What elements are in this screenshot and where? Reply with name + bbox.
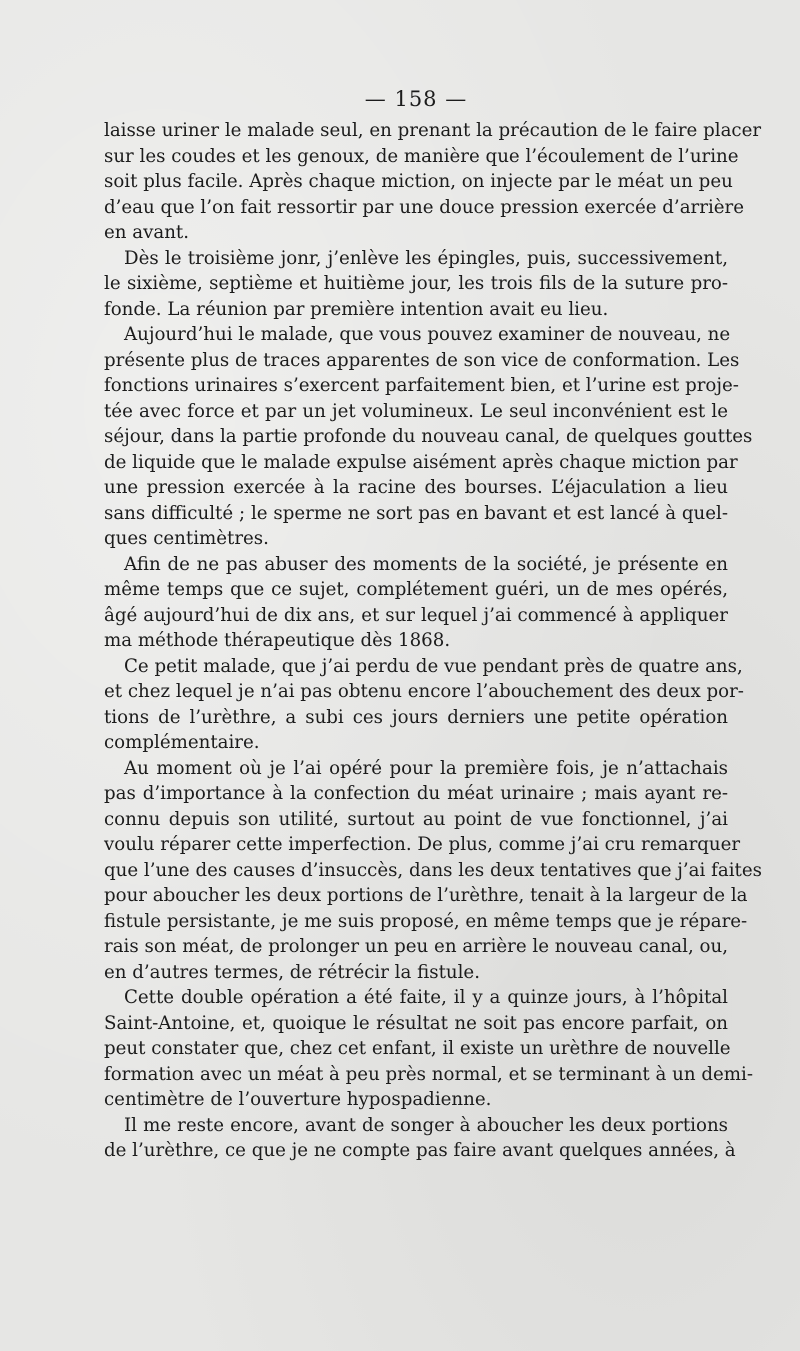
text-line: Cette double opération a été faite, il y a quinze jours, à l’hôpital [124, 987, 728, 1008]
body-text [104, 118, 762, 1164]
page-number: — 158 — [364, 87, 468, 111]
text-line: et chez lequel je n’ai pas obtenu encore l’abouchement des deux por- [104, 681, 744, 702]
text-line: en d’autres termes, de rétrécir la fistule. [104, 961, 480, 983]
text-line: soit plus facile. Après chaque miction, on injecte par le méat un peu [104, 171, 733, 192]
text-line: Au moment où je l’ai opéré pour la première fois, je n’attachais [124, 757, 728, 779]
text-line: complémentaire. [104, 732, 260, 753]
paragraph [104, 552, 728, 654]
text-line: Aujourd’hui le malade, que vous pouvez examiner de nouveau, ne [124, 324, 731, 345]
text-line: de liquide que le malade expulse aisément après chaque miction par [104, 451, 738, 473]
book-page [104, 84, 762, 1344]
text-line: même temps que ce sujet, complétement guéri, un de mes opérés, [104, 579, 728, 600]
text-line: ma méthode thérapeutique dès 1868. [104, 630, 451, 651]
text-line: Il me reste encore, avant de songer à aboucher les deux portions [124, 1114, 728, 1136]
text-line: formation avec un méat à peu près normal, et se terminant à un demi- [104, 1063, 753, 1085]
text-line: séjour, dans la partie profonde du nouveau canal, de quelques gouttes [104, 426, 753, 447]
text-line: Afin de ne pas abuser des moments de la société, je présente en [124, 553, 728, 575]
text-line: présente plus de traces apparentes de son vice de conformation. Les [104, 349, 740, 371]
paragraph [104, 1113, 736, 1164]
text-line: fonctions urinaires s’exercent parfaitement bien, et l’urine est proje- [104, 375, 739, 396]
text-line: Saint-Antoine, et, quoique le résultat ne soit pas encore parfait, on [104, 1012, 728, 1034]
text-line: d’eau que l’on fait ressortir par une douce pression exercée d’arrière [104, 196, 744, 218]
paragraph [104, 246, 728, 323]
text-line: centimètre de l’ouverture hypospadienne. [104, 1089, 492, 1110]
paragraph [104, 985, 753, 1113]
text-line: Dès le troisième jonr, j’enlève les épingles, puis, successivement, [124, 247, 728, 269]
text-line: rais son méat, de prolonger un peu en arrière le nouveau canal, ou, [104, 936, 728, 957]
text-line: fistule persistante, je me suis proposé, en même temps que je répare- [104, 910, 748, 932]
text-line: en avant. [104, 222, 190, 243]
text-line: une pression exercée à la racine des bourses. L’éjaculation a lieu [104, 477, 728, 498]
paragraph [104, 654, 744, 756]
paragraph [104, 118, 762, 246]
text-line: tée avec force et par un jet volumineux. Le seul inconvénient est le [104, 400, 728, 422]
text-line: connu depuis son utilité, surtout au point de vue fonctionnel, j’ai [104, 808, 728, 830]
paragraph [104, 756, 762, 986]
text-line: laisse uriner le malade seul, en prenant la précaution de le faire placer [104, 120, 762, 141]
text-line: le sixième, septième et huitième jour, les trois fils de la suture pro- [104, 273, 728, 294]
text-line: voulu réparer cette imperfection. De plus, comme j’ai cru remarquer [104, 834, 741, 855]
text-line: sans difficulté ; le sperme ne sort pas en bavant et est lancé à quel- [104, 502, 728, 524]
text-line: ques centimètres. [104, 528, 269, 549]
text-line: que l’une des causes d’insuccès, dans les deux tentatives que j’ai faites [104, 859, 762, 881]
text-line: fonde. La réunion par première intention avait eu lieu. [104, 298, 609, 320]
text-line: sur les coudes et les genoux, de manière que l’écoulement de l’urine [104, 145, 739, 167]
text-line: pour aboucher les deux portions de l’urèthre, tenait à la largeur de la [104, 885, 748, 906]
text-line: pas d’importance à la confection du méat urinaire ; mais ayant re- [104, 783, 728, 804]
text-line: de l’urèthre, ce que je ne compte pas faire avant quelques années, à [104, 1140, 736, 1161]
paragraph [104, 322, 753, 552]
text-line: tions de l’urèthre, a subi ces jours derniers une petite opération [104, 706, 728, 728]
text-line: Ce petit malade, que j’ai perdu de vue pendant près de quatre ans, [124, 655, 743, 677]
text-line: peut constater que, chez cet enfant, il existe un urèthre de nouvelle [104, 1038, 731, 1059]
text-line: âgé aujourd’hui de dix ans, et sur lequel j’ai commencé à appliquer [104, 604, 728, 626]
